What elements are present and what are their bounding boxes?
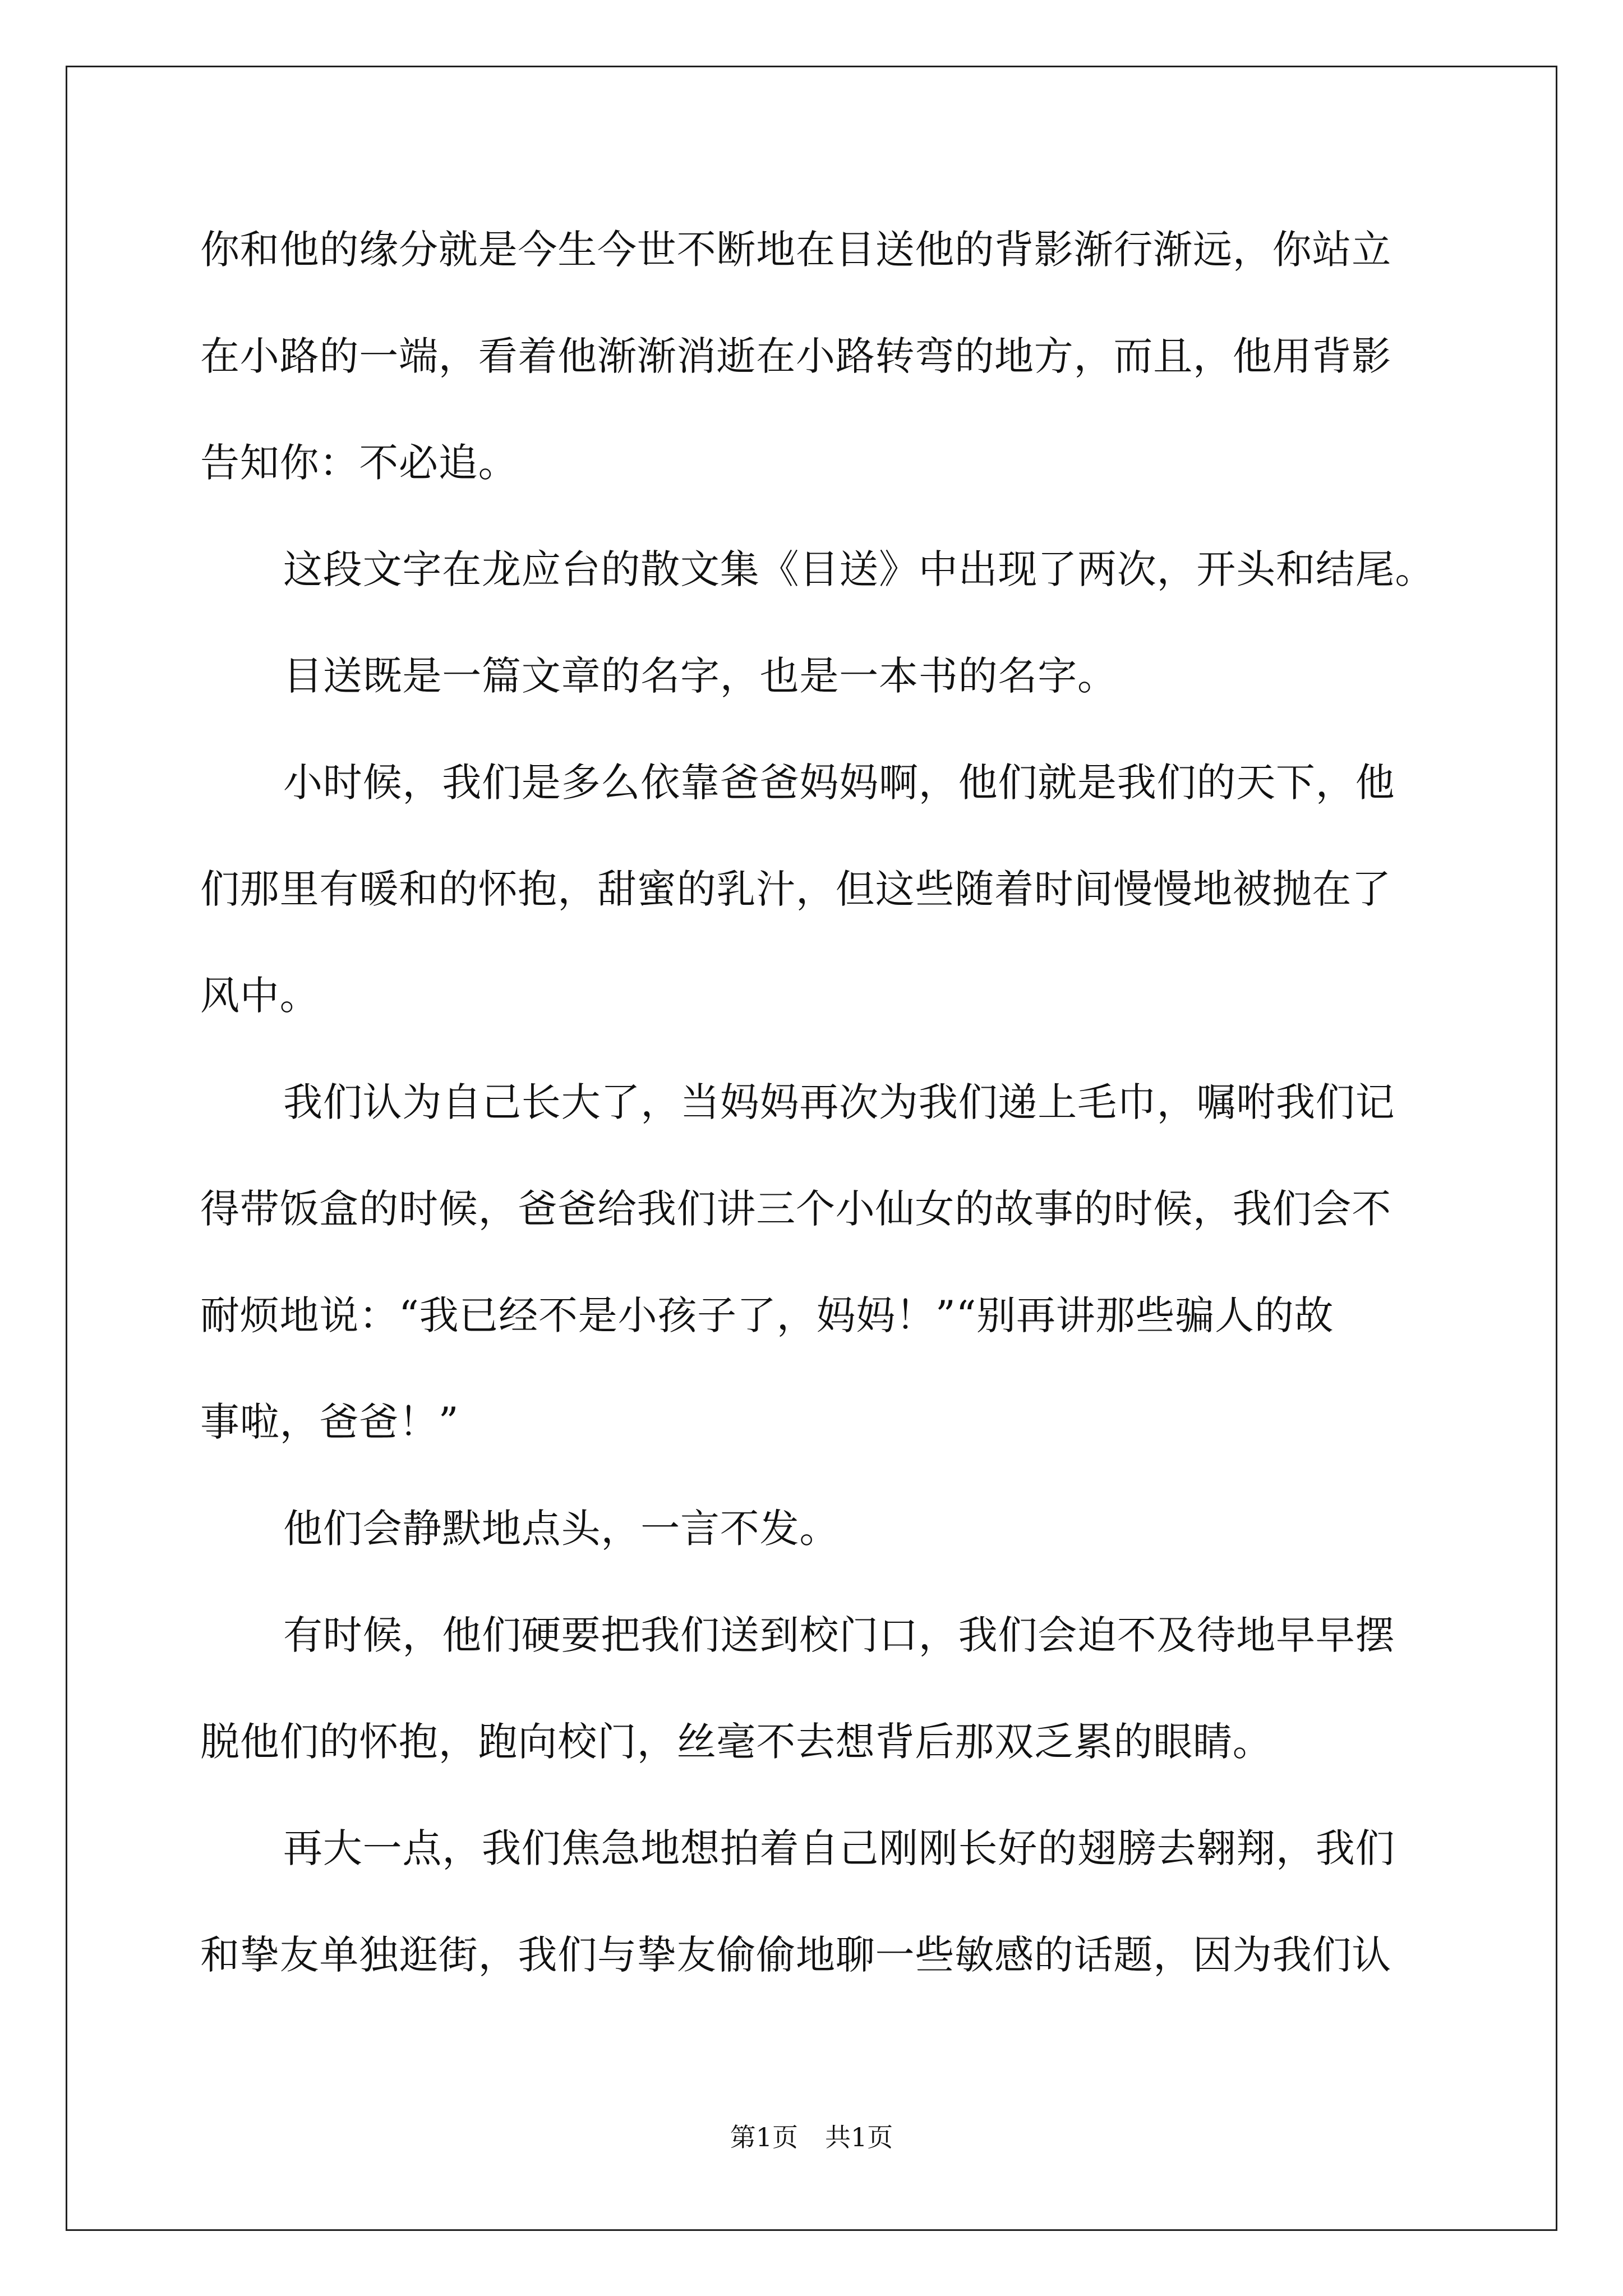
text-line-4: 这段文字在龙应台的散文集《目送》中出现了两次，开头和结尾。 xyxy=(283,546,1435,592)
text-line-14: 有时候，他们硬要把我们送到校门口，我们会迫不及待地早早摆 xyxy=(283,1612,1395,1658)
text-line-2: 在小路的一端，看着他渐渐消逝在小路转弯的地方，而且，他用背影 xyxy=(200,333,1391,379)
text-line-11: 耐烦地说：“我已经不是小孩子了，妈妈！”“别再讲那些骗人的故 xyxy=(200,1292,1334,1338)
text-line-8: 风中。 xyxy=(200,973,320,1019)
document-body xyxy=(200,216,1435,2028)
text-line-5: 目送既是一篇文章的名字，也是一本书的名字。 xyxy=(283,653,1117,699)
text-line-12: 事啦，爸爸！” xyxy=(200,1399,459,1445)
text-line-7: 们那里有暖和的怀抱，甜蜜的乳汁，但这些随着时间慢慢地被抛在了 xyxy=(200,866,1391,912)
text-line-17: 和挚友单独逛街，我们与挚友偷偷地聊一些敏感的话题，因为我们认 xyxy=(200,1932,1391,1978)
text-line-6: 小时候，我们是多么依靠爸爸妈妈啊，他们就是我们的天下，他 xyxy=(283,760,1395,806)
text-line-13: 他们会静默地点头，一言不发。 xyxy=(283,1506,840,1552)
text-line-16: 再大一点，我们焦急地想拍着自己刚刚长好的翅膀去翱翔，我们 xyxy=(283,1825,1395,1871)
text-line-1: 你和他的缘分就是今生今世不断地在目送他的背影渐行渐远，你站立 xyxy=(200,227,1391,273)
text-line-15: 脱他们的怀抱，跑向校门，丝毫不去想背后那双乏累的眼睛。 xyxy=(200,1719,1272,1765)
page-number: 第1页 xyxy=(730,2122,798,2152)
text-line-3: 告知你：不必追。 xyxy=(200,440,518,486)
page-footer xyxy=(0,2120,1623,2154)
page-total: 共1页 xyxy=(825,2122,893,2152)
text-line-10: 得带饭盒的时候，爸爸给我们讲三个小仙女的故事的时候，我们会不 xyxy=(200,1186,1391,1232)
text-line-9: 我们认为自己长大了，当妈妈再次为我们递上毛巾，嘱咐我们记 xyxy=(283,1079,1395,1125)
